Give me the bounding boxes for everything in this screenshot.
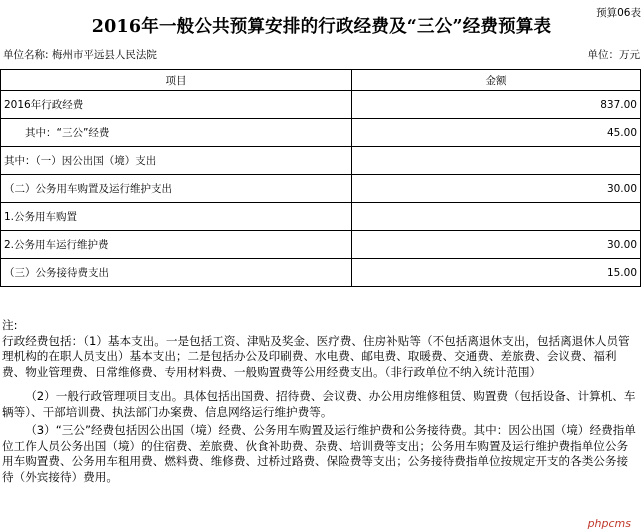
currency-unit: 单位：万元 (587, 49, 640, 61)
notes-heading: 注: (2, 318, 18, 332)
row-amount: 45.00 (352, 119, 641, 147)
table-row (1, 259, 641, 287)
column-header-item: 项目 (1, 70, 352, 91)
row-amount: 15.00 (352, 259, 641, 287)
budget-table (0, 69, 641, 287)
row-label: 2.公务用车运行维护费 (1, 231, 352, 259)
row-amount: 837.00 (352, 91, 641, 119)
row-label: （二）公务用车购置及运行维护支出 (1, 175, 352, 203)
row-label: 2016年行政经费 (1, 91, 352, 119)
table-row (1, 119, 641, 147)
watermark-logo: phpcms (587, 517, 631, 530)
column-header-amount: 金额 (352, 70, 641, 91)
note-paragraph-3: （3）“三公”经费包括因公出国（境）经费、公务用车购置及运行维护费和公务接待费。其中：因公出国（境）经费指单位工作人员公务出国（境）的住宿费、差旅费、伙食补助费、杂费、培训费等支出；公务用车购置及运行维护费指单位公务用车购置费、公务用车租用费、燃料费、维修费、过桥过路费、保险费等支出；公务接待费指单位按规定开支的各类公务接待（外宾接待）费用。 (2, 423, 636, 484)
note-paragraph-2: （2）一般行政管理项目支出。具体包括出国费、招待费、会议费、办公用房维修租赁、购置费（包括设备、计算机、车辆等）、干部培训费、执法部门办案费、信息网络运行维护费等。 (2, 389, 636, 419)
form-number: 预算06表 (596, 7, 641, 19)
table-row (1, 203, 641, 231)
table-row (1, 175, 641, 203)
row-label: 其中：“三公”经费 (1, 119, 352, 147)
row-amount (352, 203, 641, 231)
unit-name: 单位名称: 梅州市平远县人民法院 (3, 49, 157, 61)
page-title: 2016年一般公共预算安排的行政经费及“三公”经费预算表 (91, 17, 552, 37)
table-row (1, 231, 641, 259)
table-header-row (1, 70, 641, 91)
row-amount: 30.00 (352, 231, 641, 259)
row-label: 1.公务用车购置 (1, 203, 352, 231)
note-paragraph-1: 行政经费包括：（1）基本支出。一是包括工资、津贴及奖金、医疗费、住房补贴等（不包括离退休支出，包括离退休人员管理机构的在职人员支出）基本支出；二是包括办公及印刷费、水电费、邮电费、取暖费、交通费、差旅费、会议费、福利费、物业管理费、日常维修费、专用材料费、一般购置费等公用经费支出。（非行政单位不纳入统计范围） (2, 333, 630, 379)
row-label: （三）公务接待费支出 (1, 259, 352, 287)
row-amount (352, 147, 641, 175)
row-label: 其中：（一）因公出国（境）支出 (1, 147, 352, 175)
notes-section (2, 318, 638, 485)
table-row (1, 147, 641, 175)
table-row (1, 91, 641, 119)
row-amount: 30.00 (352, 175, 641, 203)
